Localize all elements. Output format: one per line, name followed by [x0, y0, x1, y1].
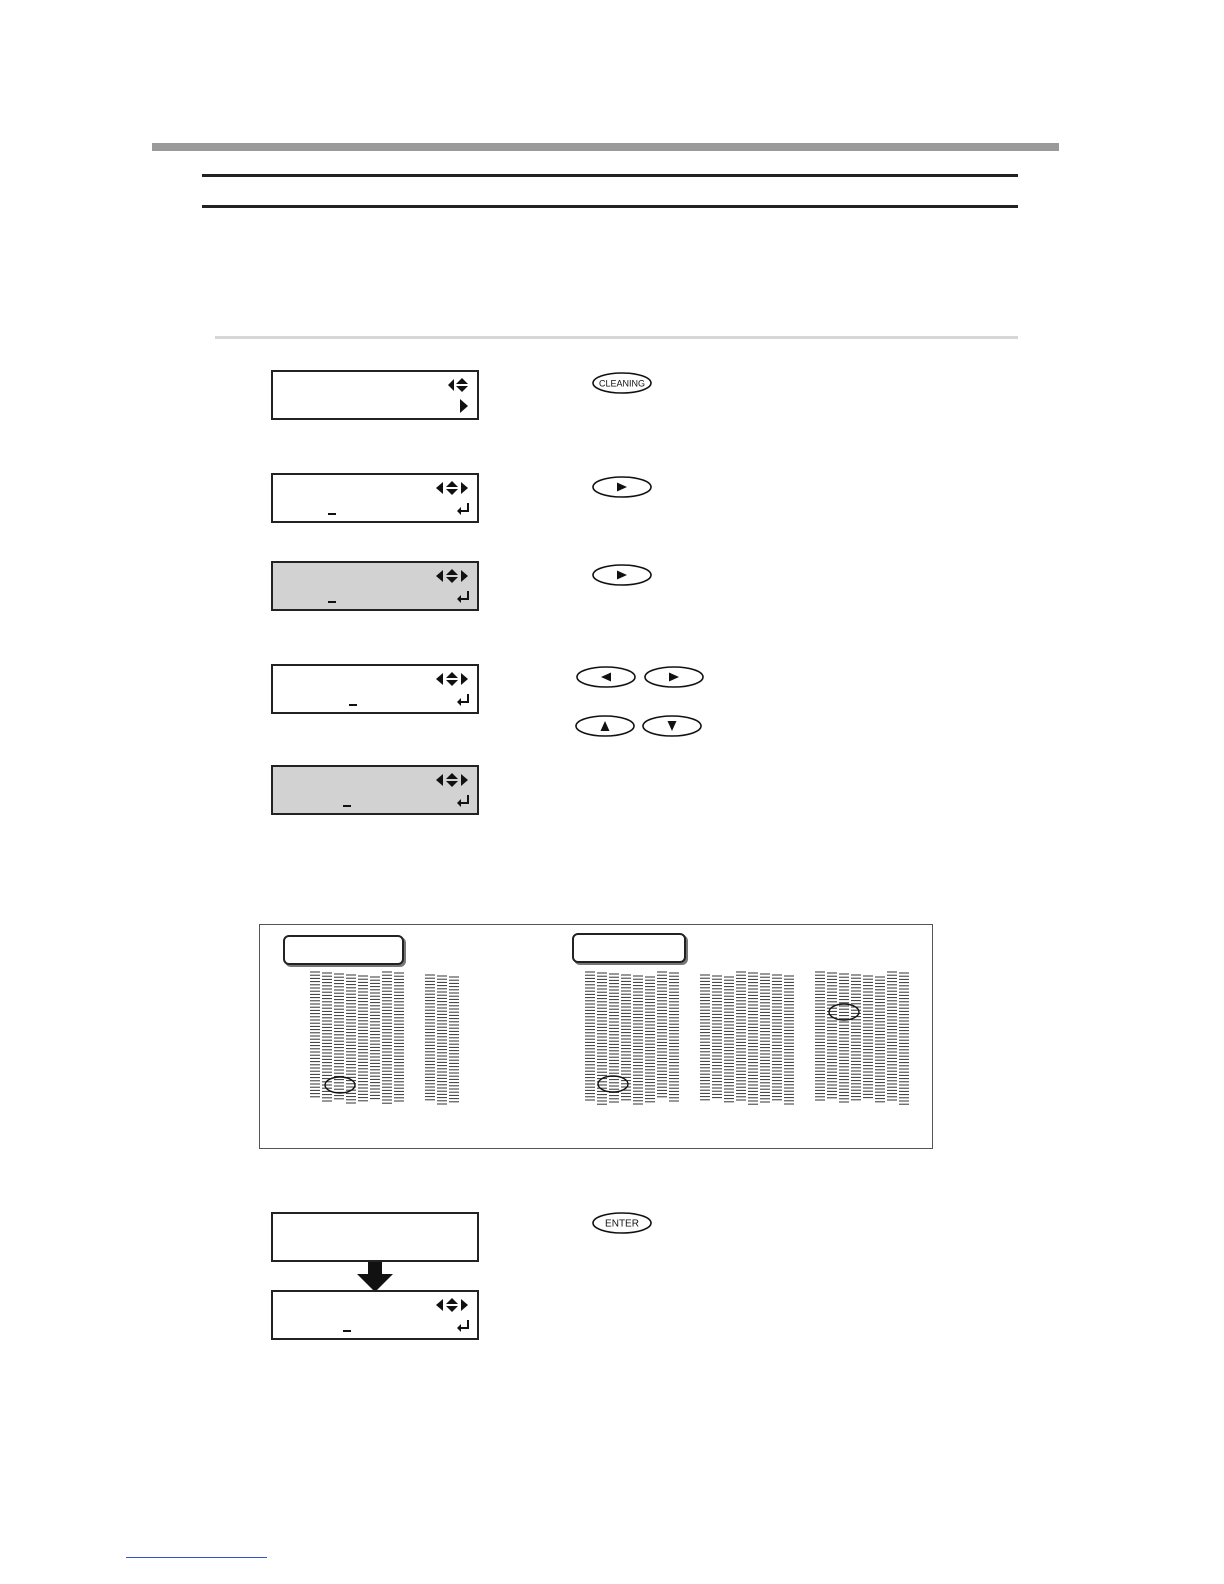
footer-link-underline[interactable]	[126, 1557, 267, 1558]
enter-key-label: ENTER	[605, 1218, 639, 1230]
left-updown-nav-icon	[446, 377, 470, 393]
return-icon	[456, 693, 470, 707]
down-arrow-key[interactable]	[641, 714, 703, 738]
cursor	[349, 704, 357, 706]
up-arrow-key[interactable]	[574, 714, 636, 738]
lcd-display-2	[271, 473, 479, 523]
lcd-display-7	[271, 1290, 479, 1340]
lcd-display-3	[271, 561, 479, 611]
down-arrow-icon	[357, 1262, 393, 1292]
lcd-display-4	[271, 664, 479, 714]
cursor	[328, 601, 336, 603]
return-icon	[456, 502, 470, 516]
cursor	[343, 805, 351, 807]
right-arrow-key[interactable]	[591, 475, 653, 499]
subsection-rule	[215, 336, 1018, 339]
right-arrow-key[interactable]	[591, 563, 653, 587]
test-pattern-frame	[259, 924, 933, 1149]
left-arrow-key[interactable]	[575, 665, 637, 689]
nav-arrows-icon	[434, 671, 470, 687]
right-arrow-key[interactable]	[643, 665, 705, 689]
lcd-display-5	[271, 765, 479, 815]
header-bar	[152, 143, 1059, 151]
section-rule-top	[202, 174, 1018, 177]
cursor	[328, 513, 336, 515]
cleaning-key-label: CLEANING	[598, 378, 646, 389]
lcd-display-6	[271, 1212, 479, 1262]
return-icon	[456, 590, 470, 604]
cursor	[343, 1330, 351, 1332]
nav-arrows-icon	[434, 568, 470, 584]
cleaning-key[interactable]	[591, 371, 653, 395]
return-icon	[456, 1319, 470, 1333]
nozzle-test-pattern	[260, 925, 932, 1148]
nav-arrows-icon	[434, 480, 470, 496]
nav-arrows-icon	[434, 772, 470, 788]
lcd-display-1	[271, 370, 479, 420]
nav-arrows-icon	[434, 1297, 470, 1313]
enter-key[interactable]	[591, 1211, 653, 1235]
right-triangle-icon	[460, 399, 468, 413]
section-rule-bottom	[202, 205, 1018, 208]
return-icon	[456, 794, 470, 808]
